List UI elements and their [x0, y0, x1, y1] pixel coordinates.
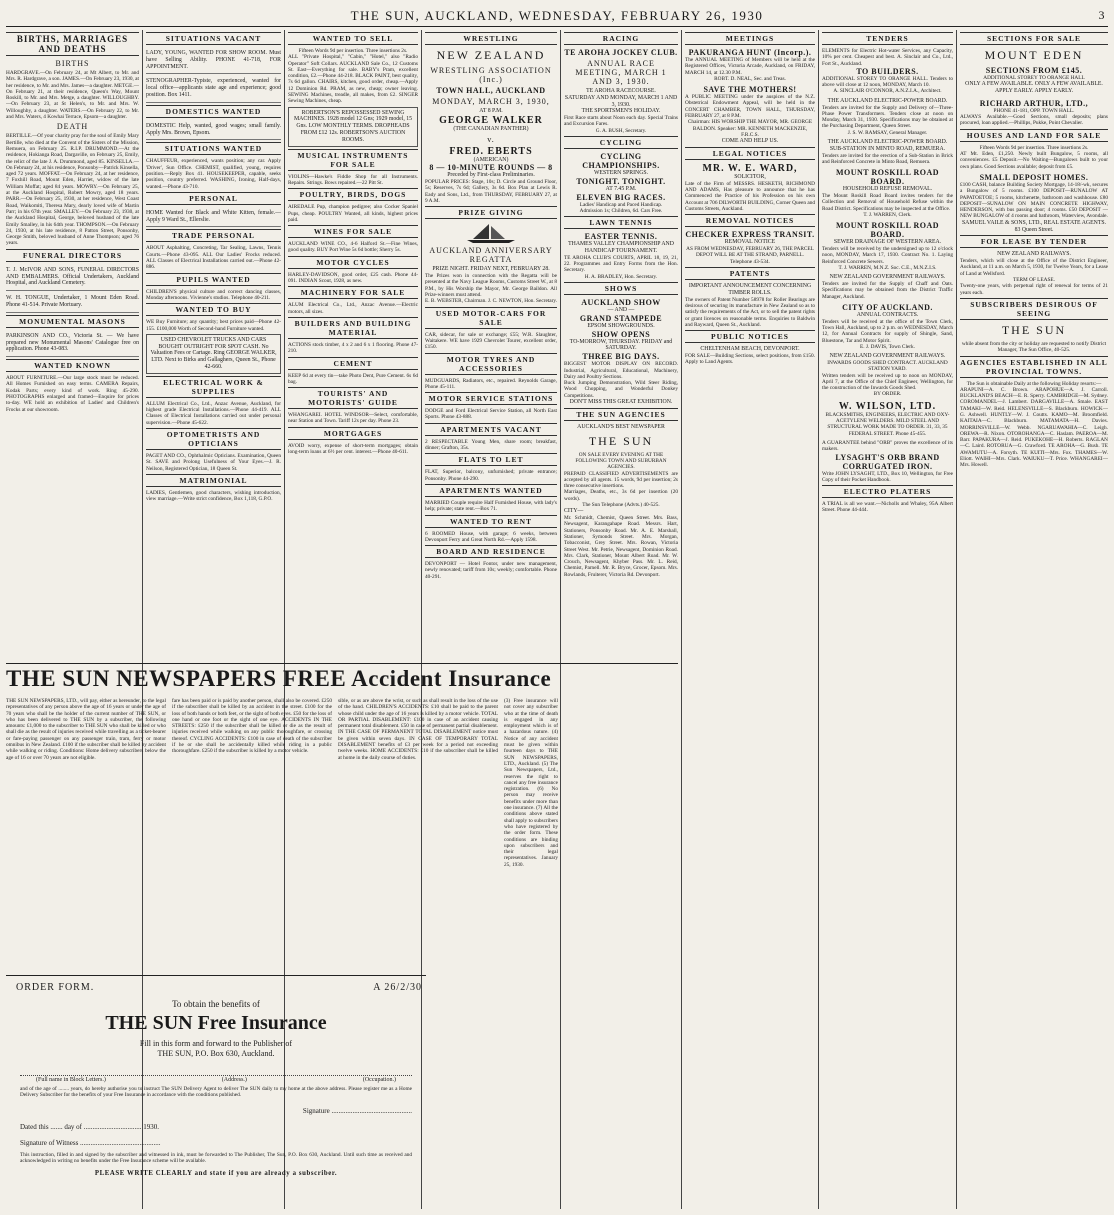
- motor-service-text: DODGE and Ford Electrical Service Station, all North East Sports. Phone 43-888.: [425, 408, 557, 421]
- deposit-list: £100 CASH, balance Building Society Mortgage, 14-18/-wk, secures a Bungalow of 5 rooms. £100 DEPOSIT—RUNALOW AT PAPATOETOE; 5 rooms, kitchenette, bathroom and washhouse. £80 DEPOSIT—SUNALOW ON MAIN CONCRETE HIGHWAY, HENDERSON, with bus passing door; 4 rooms. £50 DEPOSIT — NEW BUNGALOW of 4 rooms and bathroom, Waterview, Avondale.: [960, 181, 1108, 220]
- city-title: CITY OF AUCKLAND.: [842, 302, 933, 312]
- wines-heading: WINES FOR SALE: [288, 225, 418, 238]
- patents-text: The owners of Patent Number 58978 for Roller Bearings are desirous of securing its manufacture in New Zealand so as to satisfy the requirements of the Act, or to sell the patent rights or grant licences on reasonable terms. Enquiries to Baldwin and Rayward, Queen St., Auckland.: [685, 296, 815, 328]
- patents-heading: PATENTS: [685, 267, 815, 280]
- agencies-sub: The Sun is obtainable Daily at the following Holiday resorts:—: [966, 380, 1102, 387]
- tongue-ad: W. H. TONGUE, Undertaker, 1 Mount Eden Road. Phone 41-514. Private Mortuary.: [6, 293, 139, 313]
- biggest-display: BIGGEST MOTOR DISPLAY ON RECORD. Industrial, Agricultural, Educational, Machinery, Dairy and Poultry Sections.: [564, 361, 678, 380]
- column-tenders: [822, 30, 953, 1210]
- roskill2-signature: T. J. WARREN, M.N.Z. Soc. C.E., M.N.Z.I.S.: [838, 264, 937, 271]
- wanted-known-text: ABOUT FURNITURE.—Our large stock must be reduced. All Homes Furnished on easy terms. CAMERA Repairs, Kodak Parts; every kind of work. Ring 45-290. PHOTOGRAPHS enlarged and framed—Enquire for prices to-day. WE hold an exhibition of Ladies' and Children's Frocks at our showroom.: [6, 375, 139, 413]
- power-text: Tenders are invited for the Supply and Delivery of—Three-Phase Power Transformers. Tenders close at noon on Monday, March 31, 1930. Specifications may be obtained at the Purchasing Department, Queen Street.: [822, 104, 953, 130]
- prize-title: AUCKLAND ANNIVERSARY REGATTA: [429, 246, 553, 265]
- births-text: HARDGRAVE.—On February 24, at Mt Albert, to Mr. and Mrs. R. Hardgrave, a son. JAMES.—On February 23, 1930, at her residence, to Mr. and Mrs. James—a daughter. METGE.—On February 21, at their residence, Queen's Way, Mount Roskill, to Mr. and Mrs. Metge, a daughter. WILLOUGHBY.—On February 23, at St Helen's, to Mr. and Mrs. W. Willoughby, a daughter. WATERS.—On February 22, to Mr. and Mrs. Waters, 4 Kowhai Terrace, Epsom—a daughter.: [6, 70, 139, 121]
- subscribers-heading: SUBSCRIBERS DESIROUS OF SEEING: [960, 298, 1108, 320]
- rail-title: NEW ZEALAND GOVERNMENT RAILWAYS.: [829, 274, 946, 281]
- electrical-text: ALLUM Electrical Co., Ltd., Anzac Avenue, Auckland, for highest grade Electrical Installations.—Phone 44-419. ALL Classes of Electrical Installations carried out under personal supervision.—Phone 45-622.: [146, 400, 281, 426]
- cycling-title: CYCLING CHAMPIONSHIPS.: [582, 152, 660, 171]
- used-cars-text: CAR, sidecar, for sale or exchange; £55; W.R. Slaughter, Waitakere. WE have 1929 Chevrolet Tourer, excellent order, £150.: [425, 331, 557, 351]
- order-form: [6, 975, 426, 1210]
- hunt-text: The ANNUAL MEETING of Members will be held at the Registered Offices, Victoria Arcade, Auckland, on FRIDAY, MARCH 14, at 12.30 P.M.: [685, 57, 815, 76]
- flats-heading: FLATS TO LET: [425, 453, 557, 466]
- column-meetings: [685, 30, 815, 1210]
- name-label: (Full name in Block Letters.): [36, 1077, 106, 1083]
- govt-title: NEW ZEALAND GOVERNMENT RAILWAYS.: [829, 353, 946, 360]
- wrestler2-sub: (AMERICAN): [473, 156, 509, 163]
- cycling-sub: WESTERN SPRINGS.: [593, 170, 649, 177]
- race-days: SATURDAY AND MONDAY, MARCH 1 AND 3, 1930.: [564, 94, 678, 108]
- additional-storey: ADDITIONAL STOREY TO ORANGE HALL: [983, 75, 1085, 81]
- to-rent-text: 6 ROOMED House, with garage; 6 weeks, between Devonport Ferry and Great North Rd.—Apply 1598.: [425, 530, 557, 543]
- roskill2-text: Tenders will be received by the undersigned up to 12 o'clock noon, MONDAY, March 17, 1930. Contract No. 1. Laying Reinforced Concrete Sewers.: [822, 246, 953, 265]
- order-form-fill: Fill in this form and forward to the Publisher of: [139, 1039, 293, 1048]
- wilson-text: BLACKSMITHS, ENGINEERS, ELECTRIC AND OXY-ACETYLENE WELDERS. MILD STEEL AND STRUCTURAL WORK MADE TO ORDER. 31, 33, 35 FEDERAL STREET. Phone 45-455.: [825, 411, 950, 437]
- roskill-text: The Mount Roskill Road Board invites tenders for the Collection and Removal of Household Refuse within the Road District. Specifications may be inspected at the Office.: [822, 193, 953, 212]
- racing-secretary: G. A. BUSH, Secretary.: [595, 127, 647, 134]
- lease-text: Tenders, which will close at the Office of the District Engineer, Auckland, at 11 a.m. on March 5, 1930, for Twelve Years, for a Lease of Land at Wellsford.: [960, 258, 1108, 277]
- column-wrestling: [425, 30, 557, 660]
- mortgages-heading: MORTGAGES: [288, 427, 418, 440]
- cheltenham-text: FOR SALE—Building Sections, select positions, from £150. Apply to Land Agents.: [685, 352, 815, 366]
- first-race: First Race starts about Noon each day. Special Trains and Excursion Fares.: [564, 115, 678, 128]
- column-situations: [146, 30, 281, 660]
- signature-field[interactable]: Signature ..............................................: [302, 1106, 412, 1115]
- cycling-heading: CYCLING: [564, 136, 678, 149]
- wrestler1-name: GEORGE WALKER: [439, 114, 543, 126]
- prize-night: PRIZE NIGHT. FRIDAY NEXT, FEBRUARY 28.: [432, 266, 550, 273]
- checker-title: CHECKER EXPRESS TRANSIT.: [685, 230, 815, 240]
- insurance-col3: sible, or as are above the wrist, or such as shall result in the loss of the use of the hand. CHILDREN'S ACCIDENTS: £10 shall be paid to the parent whose child under the age of 16 years is killed by a motor vehicle. TOTAL OR PARTIAL DISABLEMENT: £100 in case of an accident causing permanent total disablement. £50 in case of permanent partial disablement. IN THE CASE OF PERMANENT TOTAL DISABLEMENT notice must be given within seven days. IN CASE OF TEMPORARY TOTAL DISABLEMENT benefits of £3 per week for a period not exceeding twelve weeks. HOME ACCIDENTS: £10 if the subscriber shall be killed at home in the daily course of duties.: [338, 698, 498, 761]
- optometrists-heading: OPTOMETRISTS AND OPTICIANS: [146, 428, 281, 450]
- roskill-signature: T. J. WARREN, Clerk.: [863, 211, 912, 218]
- come-help: COME AND HELP US.: [721, 138, 779, 145]
- situations-wanted-heading: SITUATIONS WANTED: [146, 142, 281, 155]
- deaths-text: BERTILLE.—Of your charity pray for the soul of Emily Mary Bertille, who died at the Convent of the Sisters of the Mission, Remuera, on February 25. R.I.P. DRUMMOND.—At the residence, Hokianga Road, Dargaville, on February 25, Emily, the relict of the late J. A. Drummond, aged 85. KINSELLA.—On February 24, at his residence, Ponsonby—Patrick Kinsella, aged 72 years. MOFFAT.—On February 24, at her residence, 7 Foxhill Road, Mount Eden, Harriet, widow of the late William Moffat; aged 84 years. MOWRY.—On February 25, at the Auckland Hospital, Robert Mowry, aged 18 years. PARR.—On February 25, 1930, at her residence, West Coast Road, Waikomiti, Theresa Mary, dearly loved wife of Martin Parr; in his 67th year. SMALLEY.—On February 23, 1930, at the Auckland Hospital, George, beloved husband of the late Emily Smalley, in his 64th year. THOMPSON.—On February 24, 1930, at his late residence, 8 Patton Street, Ponsonby, George Smith, beloved husband of Anne Thompson; aged 76 years.: [6, 133, 139, 247]
- tennis-title: EASTER TENNIS.: [584, 232, 658, 242]
- richard-phone: PHONE 41-181, OPP. TOWN HALL.: [993, 107, 1075, 114]
- lease-term: Twenty-one years, with perpetual right of renewal for terms of 21 years each.: [960, 283, 1108, 296]
- always-available: ALWAYS Available.—Good Sections, small deposits; plans procured, loan applied.—Phillips, Pukke, Point Chevalier.: [960, 114, 1108, 127]
- vs-label: v.: [487, 134, 495, 144]
- occupation-label: (Occupation.): [362, 1077, 396, 1083]
- column-sections: [960, 30, 1108, 1210]
- wrestler1-sub: (THE CANADIAN PANTHER): [453, 125, 529, 132]
- motorcycles-text: HARLEY-DAVIDSON, good order, £25 cash. Phone 44-091. INDIAN Scout, 1928, as new.: [288, 271, 418, 285]
- robertson-ad: ROBERTSON'S REPOSSESSED SEWING MACHINES. 1928 model 12 Gns; 1929 model, 15 Gns. LOW MONTHLY TERMS. DROPHEADS FROM £12 12s. ROBERTSON'S AUCTION ROOMS.: [288, 107, 418, 147]
- course: TE AROHA RACECOURSE.: [586, 88, 656, 94]
- orb-brand: LYSAGHT'S ORB BRAND CORRUGATED IRON.: [835, 452, 940, 471]
- govt-signature: BY ORDER.: [873, 391, 902, 398]
- builders-text: ADDITIONAL STOREY TO ORANGE HALL. Tenders to above will close at 12 noon, MONDAY, March 10.: [822, 75, 953, 89]
- domestic-ad: DOMESTIC Help, wanted, good wages; small family. Apply Mrs. Brown, Epsom.: [146, 121, 281, 141]
- builders-title: TO BUILDERS.: [856, 66, 919, 76]
- public-meeting: A PUBLIC MEETING under the auspices of the N.Z. Obstetrical Endowment Appeal, will be held in the CONCERT CHAMBER, TOWN HALL, THURSDAY, FEBRUARY 27, at 8 P.M.: [685, 94, 815, 120]
- nz-line1: NEW ZEALAND: [436, 48, 546, 62]
- removal-notice: REMOVAL NOTICE: [724, 239, 776, 246]
- tennis-signature: H. A. BRADLEY, Hon. Secretary.: [584, 273, 658, 280]
- trade-text: ABOUT Asphalting, Concreting, Tar Sealing, Lawns, Tennis Courts.—Phone 43-095. ALL Our Ladies' Frocks reduced. ALL Classes of Electrical Installations carried out.—Phone 42-886.: [146, 245, 281, 271]
- epsom: EPSOM SHOWGROUNDS.: [587, 322, 655, 329]
- masthead: [6, 8, 1108, 27]
- marriages-rate: Marriages, Deaths, etc., 3s 6d per insertion (20 words).: [564, 489, 678, 502]
- power2-title: THE AUCKLAND ELECTRIC-POWER BOARD. SUB-STATION IN MINTO ROAD, REMUERA.: [827, 139, 948, 152]
- tourists-heading: TOURISTS' AND MOTORISTS' GUIDE: [288, 387, 418, 409]
- lease-heading: FOR LEASE BY TENDER: [960, 235, 1108, 248]
- births-heading: BIRTHS, MARRIAGES AND DEATHS: [6, 32, 139, 56]
- public-notices-heading: PUBLIC NOTICES: [685, 330, 815, 343]
- roskill2-sub: SEWER DRAINAGE OF WESTERN AREA.: [833, 239, 942, 246]
- sections-price: SECTIONS FROM £145.: [985, 66, 1083, 75]
- situations-wanted-text: CHAUFFEUR, experienced, wants position; any car. Apply 'Driver', Sun Office. CHEMIST, qualified, young, requires position.—Reply Box 41. HOUSEKEEPER, capable, seeks position, country preferred. WASHING, Ironing, Half-days, wanted.—Phone 43-710.: [146, 158, 281, 190]
- racing-heading: RACING: [564, 32, 678, 45]
- wrestling-heading: WRESTLING: [425, 32, 557, 45]
- power-title: THE AUCKLAND ELECTRIC-POWER BOARD.: [827, 97, 948, 104]
- samuel-vaile: SAMUEL VAILE & SONS, LTD., REAL ESTATE AGENTS. 83 Queen Street.: [961, 219, 1107, 233]
- power2-text: Tenders are invited for the erection of a Sub-Station in Brick and Reinforced Concrete in Minto Road, Remuera.: [822, 152, 953, 165]
- houses-intro: Fifteen Words 9d per insertion. Three insertions 2s.: [979, 144, 1089, 151]
- lease-rail-title: NEW ZEALAND RAILWAYS.: [997, 251, 1071, 258]
- nz-line2: WRESTLING ASSOCIATION (Inc.): [430, 66, 552, 84]
- city-signature: E. J. DAVIS, Town Clerk.: [859, 343, 916, 350]
- wanted-sell-text: ALL "Private Hospital," "Cabin," "Hotel," also "Radio Operator" Soft Collars. AUCKLAND Sale Co., 12 Customs St. East—Everything for sale. BABY's Pram, excellent condition, £2.—Phone 44-218. BLACK PAINT, best quality, 7s 6d gallon. CHAIRS, kitchen, good order, cheap.—Apply 12 Dominion Rd. PRAM, as new, cheap; owner leaving. SEWING Machines, treadle, all makes, from £2. SINGER Sewing Machines, cheap.: [288, 54, 418, 105]
- ward-text: Late of the Firm of MESSRS. HESKETH, RICHMOND AND ADAMS, Has pleasure to announce that he has Commenced the Practice of his Profession on his own Account at 706 DILWORTH BUILDING, Corner Queen and Customs Streets, Auckland.: [685, 180, 815, 213]
- column-for-sale: [288, 30, 418, 660]
- funeral-heading: FUNERAL DIRECTORS: [6, 249, 139, 262]
- prize-text: The Prizes won in connection with the Regatta will be presented at the Navy League Rooms, Customs Street W., at 8 P.M., by His Worship the Mayor, Mr. George Baildon. All Prize-winners must attend.: [425, 273, 557, 299]
- tenders-heading: TENDERS: [822, 32, 953, 45]
- apartments-heading: APARTMENTS VACANT: [425, 423, 557, 436]
- column-rule: [818, 30, 819, 1209]
- musical-heading: MUSICAL INSTRUMENTS FOR SALE: [288, 149, 418, 171]
- meetings-heading: MEETINGS: [685, 32, 815, 45]
- city-text: Tenders will be received at the office of the Town Clerk, Town Hall, Auckland, up to 2 p.m. on WEDNESDAY, March 12, for Annual Contracts for supply of Shingle, Sand, Bluestone, Tar and Motor Spirit.: [822, 318, 953, 344]
- order-form-name: THE SUN Free Insurance: [105, 1012, 327, 1034]
- machinery-heading: MACHINERY FOR SALE: [288, 286, 418, 299]
- address-label: (Address.): [221, 1077, 247, 1083]
- chevrolet-ad: USED CHEVROLET TRUCKS AND CARS BOUGHT OUTRIGHT FOR SPOT CASH. No Valuation Fees or Cartage. Ring GEORGE WALKER, LTD. Next to Birks and Gallaghers, Queen St., Phone 42-660.: [146, 334, 281, 374]
- sun-telephone: The Sun Telephone (Advts.) 40-525.: [582, 501, 660, 508]
- best-paper: AUCKLAND'S BEST NEWSPAPER: [577, 423, 665, 430]
- show-opens: SHOW OPENS: [591, 329, 651, 339]
- apartments-wanted-heading: APARTMENTS WANTED: [425, 484, 557, 497]
- wanted-buy-text: WE Buy Furniture; any quantity; best prices paid—Phone 42-155. £100,000 Worth of Second-hand Furniture wanted.: [146, 319, 281, 332]
- start-time: AT 7.45 P.M.: [605, 185, 637, 192]
- meeting-title: ANNUAL RACE MEETING, MARCH 1 AND 3, 1930.: [575, 59, 667, 86]
- stampede: GRAND STAMPEDE: [579, 313, 663, 323]
- masthead-title: THE SUN, AUCKLAND, WEDNESDAY, FEBRUARY 26, 1930: [350, 8, 764, 23]
- the-sun-logo-2: THE SUN: [1001, 322, 1067, 337]
- cycling-events: Ladies' Handicap and Paced Handicap.: [579, 201, 663, 208]
- to-rent-heading: WANTED TO RENT: [425, 515, 557, 528]
- tourists-text: WHANGAREI. HOTEL WINDSOR—Select, comfortable, near Station and Town. Tariff 12s per day. Phone 23.: [288, 412, 418, 425]
- richard-arthur: RICHARD ARTHUR, LTD.,: [979, 98, 1089, 108]
- name-field[interactable]: [20, 1064, 412, 1076]
- column-racing-shows: [564, 30, 678, 1210]
- wrestling-time: AT 8 P.M.: [479, 108, 503, 114]
- wrestling-date: MONDAY, MARCH 3, 1930,: [432, 97, 550, 106]
- city-sub: ANNUAL CONTRACTS.: [856, 311, 919, 318]
- wanted-sell-intro: Fifteen Words 9d per insertion. Three insertions 2s.: [298, 48, 408, 54]
- poultry-heading: POULTRY, BIRDS, DOGS: [288, 188, 418, 201]
- show-and: — AND —: [607, 307, 635, 314]
- club-name: TE AROHA JOCKEY CLUB.: [564, 48, 678, 57]
- holiday: THE SPORTSMEN'S HOLIDAY.: [581, 108, 661, 115]
- tennis-text: TE AROHA CLUB'S COURTS, APRIL 18, 19, 21, 22. Programmes and Entry Forms from the Hon. Secretary.: [564, 254, 678, 274]
- wanted-buy-heading: WANTED TO BUY: [146, 303, 281, 316]
- city-agencies-head: CITY—: [564, 508, 584, 515]
- insurance-col2: fare has been paid or is paid by another person, shall also be covered. £250 if the subscriber shall be killed by an accident in the street. £100 for the loss of both hands or both feet, or the sight of both eyes. £50 for the loss of one hand or one foot or the sight of one eye. ACCIDENTS IN THE STREETS: £250 if the subscriber shall be killed or die as the result of injuries received while walking on any public thoroughfare, or crossing thereof. CYCLING ACCIDENTS: £100 in case of death of the subscriber if he or she shall be accidentally killed while riding in a public thoroughfare. £250 if the subscriber is killed by a motor vehicle.: [172, 698, 332, 755]
- tennis-sub: THAMES VALLEY CHAMPIONSHIP AND HANDICAP TOURNAMENT.: [568, 241, 674, 255]
- cement-heading: CEMENT: [288, 357, 418, 370]
- domestics-heading: DOMESTICS WANTED: [146, 105, 281, 118]
- flats-text: FLAT, Superior, balcony, unfurnished; private entrance; Ponsonby. Phone 44-290.: [425, 469, 557, 482]
- buck-jumping: Buck Jumping Demonstration, Wild Steer Riding, Wood Chopping, and Wonderful Donkey Competitions.: [564, 380, 678, 399]
- builders-signature: A. SINCLAIR O'CONNOR, A.N.Z.I.A., Architect.: [833, 88, 942, 95]
- mortgages-text: AVOID worry, expense of short-term mortgages; obtain long-term loans at 6½ per cent. interest.—Phone 40-611.: [288, 442, 418, 455]
- electro-platers-heading: ELECTRO PLATERS: [822, 485, 953, 498]
- rail-text: Tenders are invited for the Supply of Chaff and Oats. Specifications may be obtained from the District Traffic Manager, Auckland.: [822, 281, 953, 300]
- cycling-admission: Admission 1s; Children, 6d. Cars Free.: [579, 207, 663, 214]
- order-form-foot: PLEASE WRITE CLEARLY and state if you are already a subscriber.: [94, 1170, 338, 1178]
- situations-vacant-heading: SITUATIONS VACANT: [146, 32, 281, 45]
- yacht-illustration: [461, 222, 521, 244]
- power-signature: J. S. W. RAMSAY, General Manager.: [847, 129, 928, 136]
- ward-name: MR. W. E. WARD,: [702, 163, 798, 175]
- houses-text: AT Mt. Eden, £1,250. Newly built Bungalow, 5 rooms, all conveniences. £5 Deposit.—No Waiting—Bungalows built to your own plans. Good Sections available; deposit from £5.: [960, 151, 1108, 170]
- tennis-heading: LAWN TENNIS: [564, 216, 678, 229]
- apply-early: APPLY EARLY. APPLY EARLY.: [994, 88, 1074, 95]
- matrimonial-text: LADIES, Gentlemen, good characters, wishing introduction, view marriage.—Write strict confidence, Box 1,118, G.P.O.: [146, 489, 281, 503]
- three-big-days: THREE BIG DAYS.: [582, 352, 660, 362]
- roskill-title: MOUNT ROSKILL ROAD BOARD.: [835, 168, 940, 187]
- wrestler2-name: FRED. EBERTS: [449, 145, 533, 157]
- legal-heading: LEGAL NOTICES: [685, 147, 815, 160]
- wanted-sell-heading: WANTED TO SELL: [288, 32, 418, 45]
- insurance-banner: THE SUN NEWSPAPERS FREE Accident Insurance: [6, 663, 678, 696]
- order-form-agree: and of the age of ........ years, do hereby authorise you to instruct The SUN Delivery Agent to deliver The SUN daily to my home at the above address. Please register me as a Home Delivery Subscriber for the benefits of your Free Insurance in accordance with the conditions published.: [20, 1086, 412, 1099]
- electrical-heading: ELECTRICAL WORK & SUPPLIES: [146, 376, 281, 398]
- page-number: 3: [1098, 8, 1106, 22]
- agencies-established-heading: AGENCIES ESTABLISHED IN ALL PROVINCIAL TOWNS.: [960, 357, 1108, 376]
- agencies-heading: THE SUN AGENCIES: [564, 408, 678, 421]
- orb-title: A GUARANTEE behind "ORB" proves the excellence of its makers.: [822, 439, 953, 453]
- lady-ad: LADY, YOUNG, WANTED FOR SHOW ROOM. Must have Selling Ability. PHONE 41-718, FOR APPOINTMENT.: [146, 48, 281, 74]
- motor-tyres-text: MUDGUARDS, Radiators, etc., repaired. Reynolds Garage, Phone 45-111.: [425, 377, 557, 390]
- pupils-heading: PUPILS WANTED: [146, 273, 281, 286]
- order-form-box: THE SUN, P.O. Box 630, Auckland.: [157, 1049, 275, 1058]
- rounds: 8 — 10-MINUTE ROUNDS — 8: [429, 163, 553, 173]
- steno-ad: STENOGRAPHER-Typiste, experienced, wanted for local office—applicants state age and experience; good position. Box 1411.: [146, 76, 281, 102]
- hunt-signature: ROBT. D. NEAL, Sec. and Treas.: [714, 75, 786, 82]
- dont-miss: DON'T MISS THIS GREAT EXHIBITION.: [569, 399, 673, 406]
- motorcycles-heading: MOTOR CYCLES: [288, 256, 418, 269]
- only-few: ONLY A FEW AVAILABLE. ONLY A FEW AVAILABLE.: [965, 81, 1103, 88]
- removal-phone: Telephone 43-534.: [730, 258, 770, 265]
- prize-heading: PRIZE GIVING: [425, 206, 557, 219]
- monumental-heading: MONUMENTAL MASONS: [6, 315, 139, 328]
- the-sun-logo: THE SUN: [588, 433, 654, 448]
- monumental-ad: PARKINSON AND CO., Victoria St. — We have prepared new Monumental Masons' Catalogue free on application. Phone 43-083.: [6, 331, 139, 357]
- column-rule: [956, 30, 957, 1209]
- poultry-text: AIREDALE Pup, champion pedigree; also Cocker Spaniel Pups, cheap. POULTRY Wanted, all kinds, highest prices paid.: [288, 204, 418, 223]
- prepaid: PREPAID CLASSIFIED ADVERTISEMENTS are accepted by all agents. 15 words, 9d per insertion; 2s three consecutive insertions.: [564, 470, 678, 490]
- musical-text: VIOLINS—Hawke's Fiddle Shop for all Instruments. Repairs. Strings. Bows repaired.—22 Pitt St.: [288, 173, 418, 186]
- towns-list: ARAPUNI—A. C. Brown. ARAPOHUE—A. J. Carroll. BUCKLAND'S BEACH—E. R. Sperry. CAMBRIDGE—M. Sydney. COROMANDEL—J. Lambert. DARGAVILLE—A. Smale. EAST TAMAKI—W. Reid. HELENSVILLE—S. Blackburn. HOWICK—G. Ashwell. HUNTLY—W. J. Coutts. KAMO—M. Broomfield. KAITAIA—C. Blackburn. MATAMATA—H. Davies. MORRINSVILLE—W. Webb. NGARUAWAHIA—C. Leigh. OREWA—R. Nixon. OTOROHANGA—C. Haslam. PAEROA—M. Barr. PAPAKURA—J. Reid. PUKEKOHE—H. Roberts. RAGLAN—C. Laird. ROTORUA—G. Crawford. TE AROHA—G. Bush. TE AWAMUTU—A. Forsyth. TE KUITI—Mrs. Fox. THAMES—W. Eliott. WAIHI—Mrs. Clark. WAIUKU—T. Price. WHANGAREI—Mrs. Howell.: [960, 386, 1108, 469]
- pupils-text: CHILDREN'S physical culture and correct dancing classes, Monday afternoons. Vivienne's studios. Telephone 40-211.: [146, 288, 281, 301]
- mount-eden: MOUNT EDEN: [984, 48, 1084, 62]
- board-text: DEVONPORT — Hotel Fontor, under new management, newly renovated; tariff from 10s; weekly; comfortable. Phone 40-291.: [425, 561, 557, 580]
- machinery-text: ALUM Electrical Co., Ltd., Anzac Avenue.—Electric motors, all sizes.: [288, 302, 418, 315]
- insurance-col1: THE SUN NEWSPAPERS, LTD., will pay, either as hereunder, to the legal representatives of any person above the age of 16 years or under the age of 70 years who shall be the holder of the current number of THE SUN, or who has been delivered to THE SUN by a subscriber, the following amounts: £1,000 to the subscriber to THE SUN who shall be killed or who shall die as the result of injuries received while travelling as a ticket-bearer or fare-paying passenger on any passenger train, tram, ferry or motor omnibus in New Zealand. £100 if the subscriber shall be killed by accident while walking or riding. Conditions: Home delivery subscribers below the age of 16 or over 70 years are not eligible.: [6, 698, 166, 761]
- column-rule: [560, 30, 561, 1209]
- govt-sub: INWARDS GOODS SHED CONTRACT. AUCKLAND STATION YARD.: [827, 359, 948, 373]
- orb-text: Write JOHN LYSAGHT, LTD., Box 10, Wellington, for Free Copy of their Pocket Handbook.: [822, 470, 953, 483]
- ward-title: SOLICITOR,: [734, 174, 766, 181]
- govt-text: Written tenders will be received up to noon on MONDAY, April 7, at the Office of the Chief Engineer, Wellington, for the construction of the Inwards Goods Shed.: [822, 372, 953, 392]
- agencies-list: Mr. Schmidt, Chemist, Queen Street. Mrs. Bass, Newsagent, Karangahape Road. Messrs. Hart, Stationers, Ponsonby Road. Mr. A. E. Marshall, Stationer, Symonds Street. Mrs. Morgan, Tobacconist, Grey Street. Mrs. Rowan, Victoria Street West. Mr. Petrie, Newsagent, Dominion Road. Mrs. Clark, Stationer, Mount Albert Road. Mr. W. Crouch, Newsagent, Khyber Pass. Mr. L. Reid, Chemist, Parnell. Mr. R. Bryce, Grocer, Epsom. Mrs. Rowlands, Fruiterer, Victoria Rd. Devonport.: [564, 515, 678, 578]
- on-sale: ON SALE EVERY EVENING AT THE FOLLOWING TOWN AND SUBURBAN AGENCIES.: [575, 451, 667, 471]
- order-form-obtain: To obtain the benefits of: [172, 999, 260, 1009]
- column-rule: [681, 30, 682, 1209]
- electro-platers-text: A TRIAL is all we want.—Nicholls and Whaley, 95A Albert Street. Phone 44-444.: [822, 501, 953, 514]
- used-cars-heading: USED MOTOR-CARS FOR SALE: [425, 307, 557, 329]
- preliminaries: Preceded by First-class Preliminaries.: [447, 172, 535, 179]
- column-births-deaths: [6, 30, 139, 660]
- save-mothers: SAVE THE MOTHERS!: [703, 85, 797, 95]
- roskill-sub: HOUSEHOLD REFUSE REMOVAL.: [842, 186, 933, 193]
- motor-service-heading: MOTOR SERVICE STATIONS: [425, 392, 557, 405]
- wrestling-prices: POPULAR PRICES: Stage, 10s; D. Circle and Ground Floor, 5s; Reserves, 7s 6d; Gallery, 3s 6d. Box Plan at Lewis R. Eady and Sons, Ltd., from THURSDAY, FEBRUARY 27, at 9 A.M.: [425, 179, 557, 205]
- trade-heading: TRADE PERSONAL: [146, 229, 281, 242]
- optometrists-text: PAGET AND CO., Ophthalmic Opticians. Examination, Queen St. SAVE and Prolong Usefulness of Your Eyes.—J. R. Neilson, Registered Optician, 18 Queen St.: [146, 453, 281, 472]
- tonight: TONIGHT. TONIGHT.: [576, 176, 666, 186]
- order-form-code: A 26/2/30: [373, 982, 422, 993]
- wanted-known-heading: WANTED KNOWN: [6, 359, 139, 372]
- order-form-note: This instruction, filled in and signed by the subscriber and witnessed in ink, must be forwarded to The Publisher, The Sun, P.O. Box 630, Auckland. Until such time as received and acknowledged in writing no benefits under the Free Insurance scheme will be available.: [20, 1151, 412, 1164]
- cheltenham-title: CHELTENHAM BEACH, DEVONPORT.: [700, 346, 800, 353]
- subscribers-text: while absent from the city or holiday are requested to notify District Manager, The Sun Office, 40-525.: [961, 340, 1107, 354]
- removal-heading: REMOVAL NOTICES: [685, 214, 815, 227]
- builders-heading: BUILDERS AND BUILDING MATERIAL: [288, 317, 418, 339]
- motor-tyres-heading: MOTOR TYRES AND ACCESSORIES: [425, 353, 557, 375]
- matrimonial-heading: MATRIMONIAL: [146, 474, 281, 487]
- builders-text: ACTIONS stock timber, 4 x 2 and 6 x 1 flooring. Phone 47-210.: [288, 341, 418, 355]
- houses-heading: HOUSES AND LAND FOR SALE: [960, 129, 1108, 142]
- sections-heading: SECTIONS FOR SALE: [960, 32, 1108, 45]
- lease-sub: TERM OF LEASE.: [1013, 277, 1055, 284]
- personal-ad: HOME Wanted for Black and White Kitten, female.—Apply 9 Ward St., Ellerslie.: [146, 208, 281, 228]
- apartments-wanted-text: MARRIED Couple require Half Furnished House, with lady's help; private; state rent.—Box 71.: [425, 499, 557, 513]
- births-subheading: BIRTHS: [55, 59, 90, 68]
- elements-text: ELEMENTS for Electric Hot-water Services, any Capacity, 10% per cent. Cheapest and best. A. Sinclair and Co., Ltd., Fort St., Auckland.: [822, 48, 953, 67]
- roskill2-title: MOUNT ROSKILL ROAD BOARD.: [835, 221, 940, 240]
- wines-text: AUCKLAND WINE CO., 4-6 Halford St.—Fine Wines, good quality. BUY Port Wine 5s 6d bottle; Sherry 5s.: [288, 241, 418, 254]
- race-title: ELEVEN BIG RACES.: [576, 192, 666, 202]
- board-heading: BOARD AND RESIDENCE: [425, 545, 557, 558]
- hunt-title: PAKURANGA HUNT (Incorp.).: [688, 48, 812, 57]
- cement-text: KEEP 6d at every tin—take Photo Dent, Pure Cement. 6s 6d bag.: [288, 372, 418, 385]
- insurance-col4: (3) Free insurance will not cover any subscriber who at the time of death is engaged in any employment which is of a hazardous nature. (4) Notice of any accident must be given within fourteen days to THE SUN NEWSPAPERS, LTD., Auckland. (5) The Sun Newspapers, Ltd., reserves the right to cancel any free insurance registration. (6) No person may receive benefits under more than one insurance. (7) All the conditions above stated shall apply to subscribers who have registered by the order form. These conditions are binding upon subscribers and their legal representatives. January 25, 1930.: [504, 698, 558, 868]
- order-form-title: ORDER FORM.: [16, 982, 95, 993]
- wilson-name: W. WILSON, LTD.: [838, 400, 937, 412]
- patents-title: IMPORTANT ANNOUNCEMENT CONCERNING TIMBER ROLLS.: [688, 283, 812, 296]
- venue: TOWN HALL, AUCKLAND: [436, 86, 546, 95]
- small-deposit: SMALL DEPOSIT HOMES.: [979, 172, 1089, 182]
- deaths-subheading: DEATH: [56, 122, 89, 132]
- dated-field[interactable]: Dated this ....... day of ................................. 1930.: [20, 1122, 160, 1131]
- shows-heading: SHOWS: [564, 282, 678, 295]
- show-title: AUCKLAND SHOW: [581, 298, 661, 308]
- show-dates: TO-MORROW, THURSDAY. FRIDAY and SATURDAY.: [569, 338, 673, 352]
- apartments-text: 2 RESPECTABLE Young Men, share room; breakfast, dinner; Grafton, 35s.: [425, 438, 557, 452]
- meeting-chairman: Chairman: HIS WORSHIP THE MAYOR, MR. GEORGE BALDON. Speaker: MR. KENNETH MACKENZIE, F.R.C.S.: [687, 119, 813, 138]
- removal-text: AS FROM WEDNESDAY, FEBRUARY 26, THE PARCEL DEPOT WILL BE AT THE STRAND, PARNELL.: [686, 246, 814, 259]
- prize-signature: E. B. WEBSTER, Chairman. J. C. NEWTON, Hon. Secretary.: [425, 298, 557, 305]
- funeral-ad: T. J. McIVOR AND SONS, FUNERAL DIRECTORS AND EMBALMERS. Official Undertakers, Auckland Hospital, and Auckland Cemetery.: [6, 265, 139, 291]
- personal-heading: PERSONAL: [146, 192, 281, 205]
- witness-field[interactable]: Signature of Witness ..............................................: [20, 1138, 161, 1147]
